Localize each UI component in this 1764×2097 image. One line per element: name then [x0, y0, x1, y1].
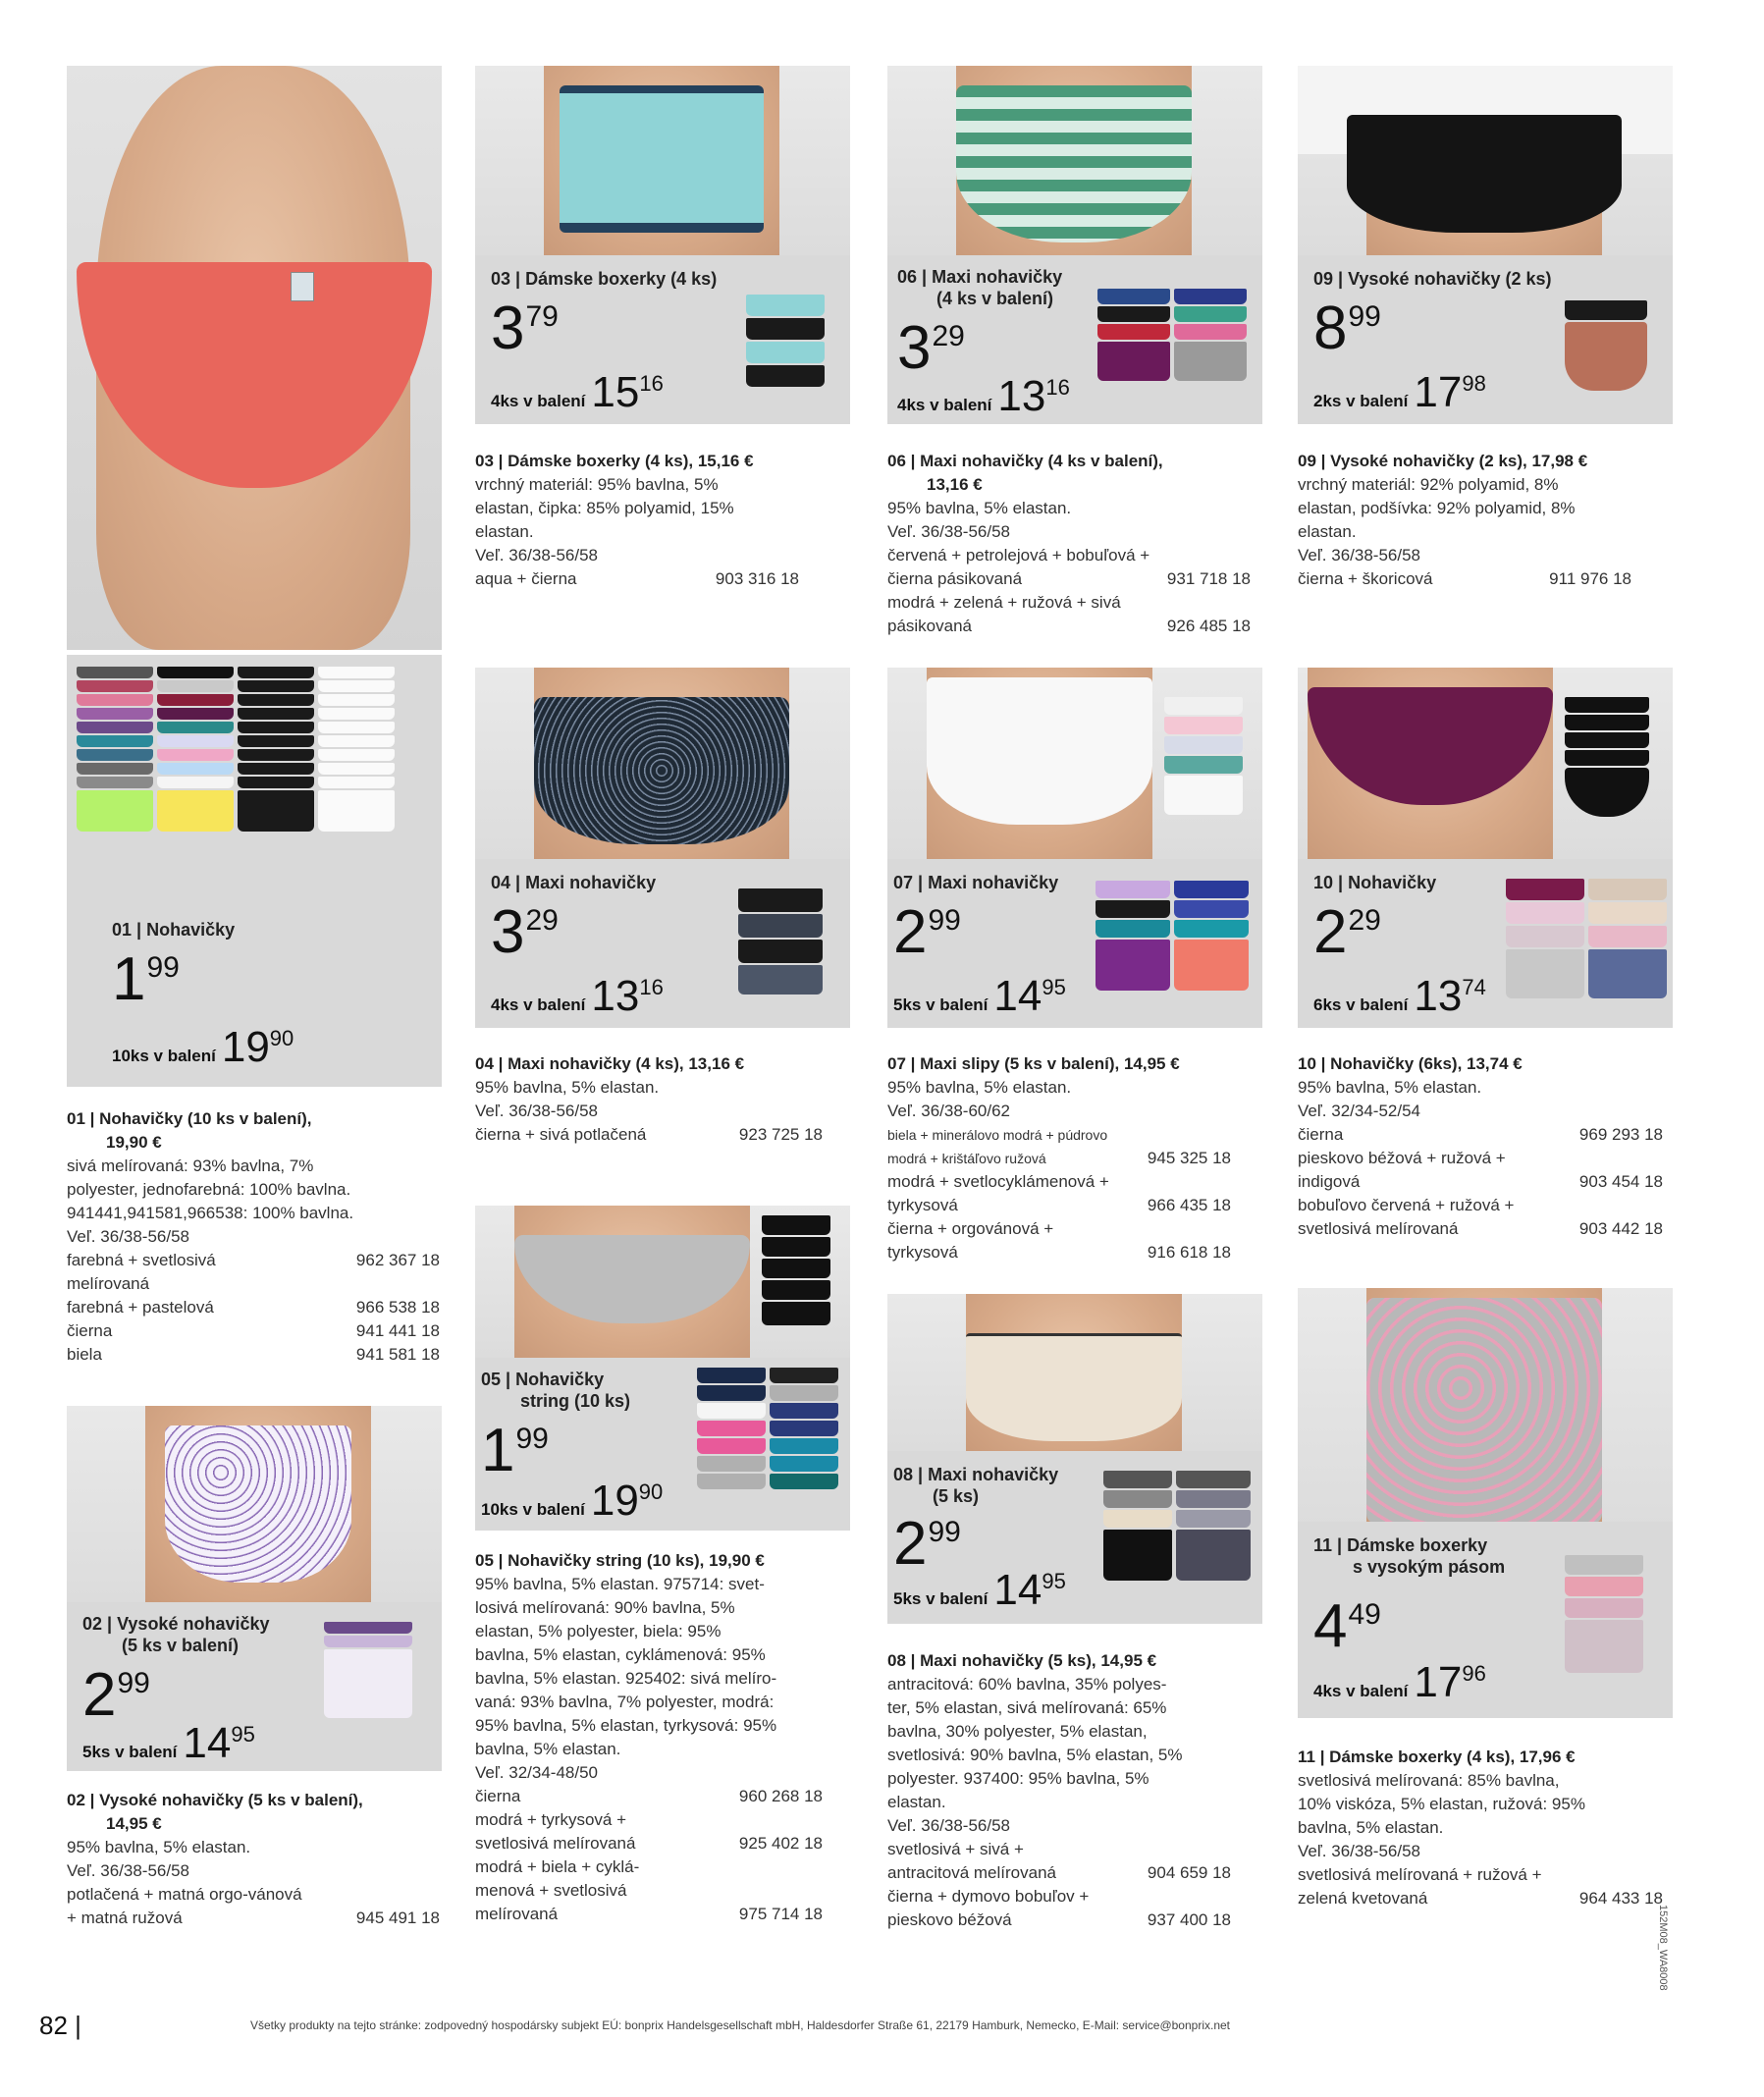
desc-line: Veľ. 36/38-56/58: [67, 1227, 190, 1246]
variant-row: čierna 969 293 18: [1298, 1125, 1663, 1144]
catalog-code: 152M08_WA8008: [1657, 1905, 1669, 1991]
product-07-price-panel: [887, 859, 1262, 1028]
striped-maxi-panty: [956, 85, 1192, 242]
variant-row: aqua + čierna 903 316 18: [475, 569, 799, 588]
product-09-price: 899: [1313, 295, 1381, 362]
product-11-label: 11 | Dámske boxerky s vysokým pásom: [1313, 1535, 1506, 1577]
floral-high-boxer: [1366, 1298, 1602, 1524]
product-11-description: 11 | Dámske boxerky (4 ks), 17,96 € svetlosivá melírovaná: 85% bavlna, 10% viskóza, 5% elastan, ružová: 95% bavlna, 5% elastan. Veľ. 36/38-56/58 svetlosivá melírovaná + ružová + zelená kvetovaná 964 433 18: [1298, 1746, 1671, 1910]
variant-row: čierna + orgovánová + tyrkysová 916 618 18: [887, 1219, 1231, 1262]
product-01-label: 01 | Nohavičky: [112, 920, 236, 940]
product-08-photo: [887, 1294, 1262, 1451]
product-06-price: 329: [897, 314, 965, 382]
product-10-price: 229: [1313, 898, 1381, 966]
variant-row: bobuľovo červená + ružová + svetlosivá melírovaná 903 442 18: [1298, 1196, 1663, 1238]
desc-title: 01 | Nohavičky (10 ks v balení),: [67, 1109, 312, 1128]
product-05-description: 05 | Nohavičky string (10 ks), 19,90 € 95% bavlna, 5% elastan. 975714: svet- losivá melírovaná: 90% bavlna, 5% elastan, 5% polyester, biela: 95% bavlna, 5% elastan, cyklámenová: 95% bavlna, 5% elastan. 925402: sivá melíro- vaná: 93% bavlna, 7% polyester, modrá: 95% bavlna, 5% elastan, tyrkysová: 95% bavlna, 5% elastan. Veľ. 32/34-48/50 čierna 960 268 18 modrá + tyrkysová + svetlosivá melírovaná 925 402 18 modrá + biela + cyklá-menová + svetlosivá melírovaná 975 714 18: [475, 1549, 848, 1926]
product-01-price-panel: [67, 655, 442, 1087]
aqua-boxer: [560, 85, 764, 233]
product-03-price-panel: [475, 255, 850, 424]
product-01-price: [112, 945, 180, 1013]
product-01-description: [67, 1107, 440, 1367]
variant-row: biela 941 581 18: [67, 1345, 440, 1364]
product-05-pack: 10ks v balení 1990: [481, 1477, 664, 1525]
product-05-label: 05 | Nohavičky string (10 ks): [481, 1370, 631, 1411]
desc-title-price: 19,90 €: [106, 1133, 162, 1152]
product-01-photo: [67, 66, 442, 650]
product-10-price-panel: [1298, 859, 1673, 1028]
product-09-label: 09 | Vysoké nohavičky (2 ks): [1313, 269, 1552, 289]
product-03-description: 03 | Dámske boxerky (4 ks), 15,16 € vrchný materiál: 95% bavlna, 5% elastan, čipka: 85% polyamid, 15% elastan. Veľ. 36/38-56/58 aqua + čierna 903 316 18: [475, 450, 848, 591]
product-07-swatches: [1096, 881, 1249, 991]
price-cents: 99: [146, 951, 180, 984]
product-08-swatches: [1103, 1471, 1251, 1581]
variant-row: čierna + škoricová 911 976 18: [1298, 569, 1631, 588]
product-05-price-panel: [475, 1358, 850, 1531]
product-03-swatches: [746, 295, 825, 387]
floral-high-panty: [165, 1425, 351, 1583]
label-number: 01: [112, 920, 133, 940]
product-03-pack: 4ks v balení 1516: [491, 368, 664, 416]
product-03-price: 379: [491, 295, 559, 362]
product-05-swatches-top: [762, 1215, 830, 1325]
product-10-description: 10 | Nohavičky (6ks), 13,74 € 95% bavlna, 5% elastan. Veľ. 32/34-52/54 čierna 969 293 18 pieskovo béžová + ružová + indigová 903 454 18 bobuľovo červená + ružová + svetlosivá melírovaná 903 442 18: [1298, 1052, 1671, 1241]
product-09-swatches: [1565, 300, 1647, 391]
product-02-pack: 5ks v balení 1495: [82, 1719, 255, 1767]
product-10-label: 10 | Nohavičky: [1313, 873, 1437, 892]
product-06-pack: 4ks v balení 1316: [897, 372, 1070, 420]
printed-maxi-panty: [534, 697, 789, 844]
variant-row: červená + petrolejová + bobuľová + čierna pásikovaná 931 718 18: [887, 546, 1251, 588]
product-04-photo: [475, 668, 850, 859]
variant-row: modrá + svetlocyklámenová + tyrkysová 966 435 18: [887, 1172, 1231, 1214]
page-number: 82 |: [39, 2011, 81, 2040]
product-06-swatches: [1097, 289, 1247, 381]
variant-row: potlačená + matná orgo-vánová + matná ružová 945 491 18: [67, 1885, 440, 1927]
price-main: 1: [112, 945, 145, 1013]
product-05-photo: [475, 1206, 850, 1358]
product-04-swatches: [738, 888, 823, 995]
black-high-panty: [1347, 115, 1622, 233]
desc-line: sivá melírovaná: 93% bavlna, 7%: [67, 1156, 314, 1175]
panty-label: [291, 272, 314, 301]
product-02-label: 02 | Vysoké nohavičky (5 ks v balení): [82, 1614, 270, 1655]
product-04-price-panel: [475, 859, 850, 1028]
product-11-price: 449: [1313, 1592, 1381, 1660]
product-05-price: 199: [481, 1417, 549, 1484]
product-08-description: 08 | Maxi nohavičky (5 ks), 14,95 € antracitová: 60% bavlna, 35% polyes- ter, 5% elastan, sivá melírovaná: 65% bavlna, 30% polyester, 5% elastan, svetlosivá: 90% bavlna, 5% elastan, 5% polyester. 937400: 95% bavlna, 5% elastan. Veľ. 36/38-56/58 svetlosivá + sivá + antracitová melírovaná 904 659 18 čierna + dymovo bobuľov + pieskovo béžová 937 400 18: [887, 1649, 1260, 1932]
product-09-photo: [1298, 66, 1673, 255]
product-06-price-panel: [887, 255, 1262, 424]
product-11-pack: 4ks v balení 1796: [1313, 1658, 1486, 1706]
desc-line: polyester, jednofarebná: 100% bavlna.: [67, 1180, 351, 1199]
product-02-swatches: [324, 1622, 412, 1718]
product-06-label: 06 | Maxi nohavičky (4 ks v balení): [897, 267, 1063, 308]
product-07-price: 299: [893, 898, 961, 966]
product-01-swatches: [77, 667, 395, 832]
variant-row: čierna 941 441 18: [67, 1321, 440, 1340]
product-04-price: 329: [491, 898, 559, 966]
product-07-swatches-top: [1164, 697, 1243, 815]
variant-row: biela + minerálovo modrá + púdrovo modrá + krištáľovo ružová 945 325 18: [887, 1127, 1231, 1167]
product-07-label: 07 | Maxi nohavičky: [893, 873, 1059, 892]
pack-cents: 90: [269, 1026, 294, 1050]
product-01-pack: [112, 1023, 294, 1071]
beige-maxi-panty: [966, 1333, 1182, 1441]
product-07-description: 07 | Maxi slipy (5 ks v balení), 14,95 € 95% bavlna, 5% elastan. Veľ. 36/38-60/62 biela + minerálovo modrá + púdrovo modrá + krištáľovo ružová 945 325 18 modrá + svetlocyklámenová + tyrkysová 966 435 18 čierna + orgovánová + tyrkysová 916 618 18: [887, 1052, 1260, 1264]
product-05-swatches: [697, 1368, 838, 1489]
product-08-label: 08 | Maxi nohavičky (5 ks): [893, 1465, 1059, 1506]
product-06-description: 06 | Maxi nohavičky (4 ks v balení), 13,16 € 95% bavlna, 5% elastan. Veľ. 36/38-56/58 červená + petrolejová + bobuľová + čierna pásikovaná 931 718 18 modrá + zelená + ružová + sivá pásikovaná 926 485 18: [887, 450, 1260, 638]
variant-row: čierna + dymovo bobuľov + pieskovo béžová 937 400 18: [887, 1887, 1231, 1929]
product-08-price-panel: [887, 1451, 1262, 1624]
pack-main: 19: [221, 1023, 270, 1071]
product-02-price-panel: [67, 1602, 442, 1771]
legal-footer: Všetky produkty na tejto stránke: zodpovedný hospodársky subjekt EÚ: bonprix Handelsgesellschaft mbH, Haldesdorfer Straße 61, 22179 Hamburk, Nemecko, E-Mail: service@bonprix.net: [250, 2018, 1230, 2032]
product-04-pack: 4ks v balení 1316: [491, 972, 664, 1020]
product-09-price-panel: [1298, 255, 1673, 424]
variant-row: farebná + svetlosivá melírovaná 962 367 18: [67, 1251, 440, 1293]
product-11-swatches: [1565, 1555, 1643, 1673]
product-07-pack: 5ks v balení 1495: [893, 972, 1066, 1020]
product-10-photo: [1298, 668, 1673, 859]
variant-row: svetlosivá + sivá + antracitová melírovaná 904 659 18: [887, 1840, 1231, 1882]
product-07-photo: [887, 668, 1262, 859]
pack-label: 10ks v balení: [112, 1047, 216, 1065]
product-10-swatches-top: [1565, 697, 1649, 817]
product-03-photo: [475, 66, 850, 255]
product-02-price: 299: [82, 1661, 150, 1729]
product-09-description: 09 | Vysoké nohavičky (2 ks), 17,98 € vrchný materiál: 92% polyamid, 8% elastan, podšívka: 92% polyamid, 8% elastan. Veľ. 36/38-56/58 čierna + škoricová 911 976 18: [1298, 450, 1671, 591]
desc-line: 941441,941581,966538: 100% bavlna.: [67, 1204, 354, 1222]
variant-row: pieskovo béžová + ružová + indigová 903 454 18: [1298, 1149, 1663, 1191]
product-03-label: 03 | Dámske boxerky (4 ks): [491, 269, 718, 289]
variant-row: čierna 960 268 18: [475, 1787, 823, 1805]
product-08-price: 299: [893, 1510, 961, 1578]
label-name: Nohavičky: [146, 920, 236, 940]
variant-row: svetlosivá melírovaná + ružová + zelená kvetovaná 964 433 18: [1298, 1865, 1663, 1908]
product-10-swatches: [1506, 879, 1667, 998]
variant-row: modrá + biela + cyklá-menová + svetlosivá melírovaná 975 714 18: [475, 1857, 823, 1923]
product-02-description: 02 | Vysoké nohavičky (5 ks v balení), 14,95 € 95% bavlna, 5% elastan. Veľ. 36/38-56/58 potlačená + matná orgo-vánová + matná ružová 945 491 18: [67, 1789, 440, 1930]
product-09-pack: 2ks v balení 1798: [1313, 368, 1486, 416]
product-11-photo: [1298, 1288, 1673, 1532]
variant-row: modrá + zelená + ružová + sivá pásikovaná 926 485 18: [887, 593, 1251, 635]
product-04-label: 04 | Maxi nohavičky: [491, 873, 657, 892]
product-06-photo: [887, 66, 1262, 255]
white-maxi-panty: [927, 677, 1152, 825]
variant-row: čierna + sivá potlačená 923 725 18: [475, 1125, 823, 1144]
product-02-photo: [67, 1406, 442, 1602]
product-10-pack: 6ks v balení 1374: [1313, 972, 1486, 1020]
product-04-description: 04 | Maxi nohavičky (4 ks), 13,16 € 95% bavlna, 5% elastan. Veľ. 36/38-56/58 čierna + sivá potlačená 923 725 18: [475, 1052, 848, 1147]
variant-row: modrá + tyrkysová + svetlosivá melírovaná 925 402 18: [475, 1810, 823, 1853]
variant-row: farebná + pastelová 966 538 18: [67, 1298, 440, 1317]
product-11-price-panel: [1298, 1522, 1673, 1718]
product-08-pack: 5ks v balení 1495: [893, 1566, 1066, 1614]
